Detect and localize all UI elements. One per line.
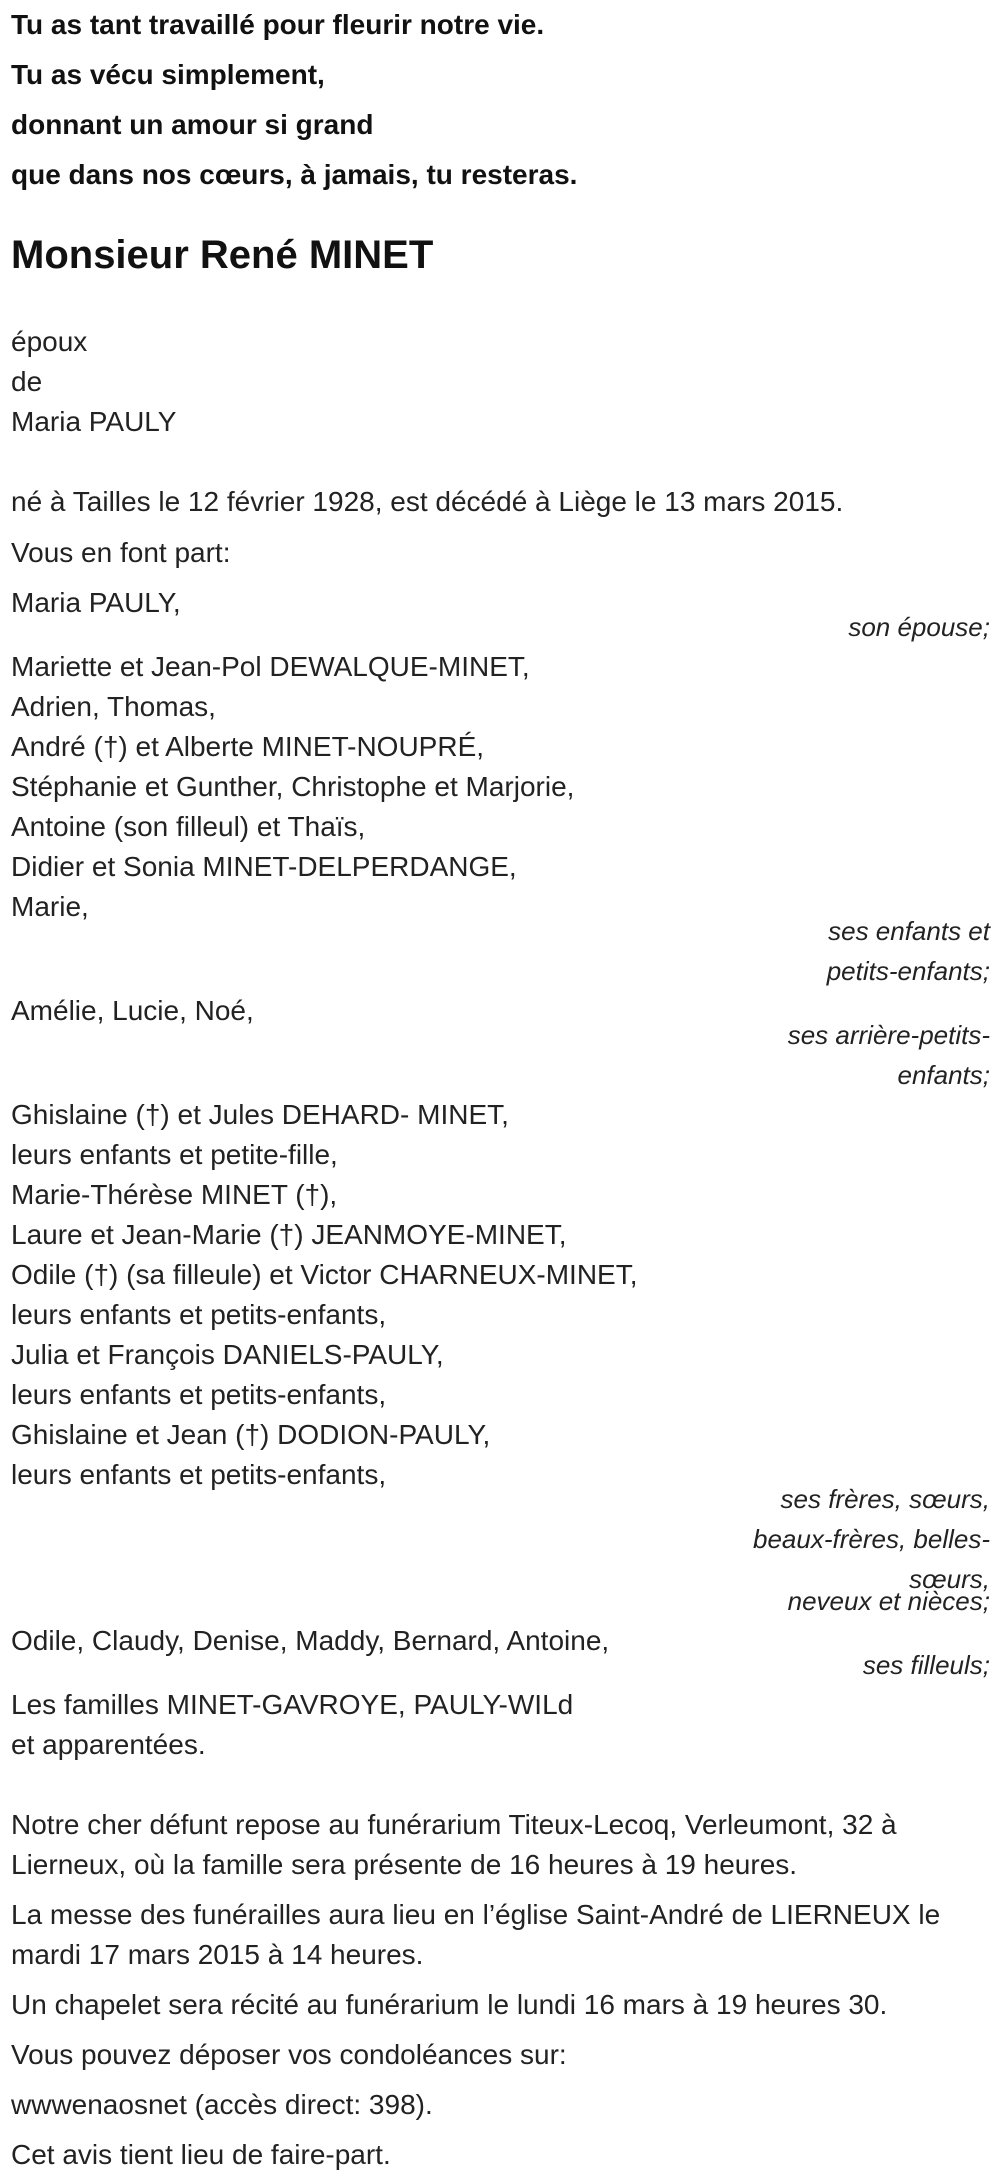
mourners-list xyxy=(11,583,990,1765)
mourner-line: Mariette et Jean-Pol DEWALQUE-MINET, xyxy=(11,651,530,682)
deceased-name-title: Monsieur René MINET xyxy=(11,233,434,277)
mourner-line: Antoine (son filleul) et Thaïs, xyxy=(11,811,366,842)
mourner-line: et apparentées. xyxy=(11,1729,206,1760)
info-line: Lierneux, où la famille sera présente de 16 heures à 19 heures. xyxy=(11,1849,798,1880)
relation-line: neveux et nièces; xyxy=(787,1586,990,1616)
relation-label xyxy=(11,1479,990,1621)
relation-line: petits-enfants; xyxy=(826,956,990,986)
mourner-line: Marie, xyxy=(11,891,89,922)
mourners-group-godchildren xyxy=(11,1621,990,1685)
mourners-group-siblings xyxy=(11,1095,990,1621)
funeral-info-paragraph xyxy=(11,2135,990,2175)
funeral-info-paragraph xyxy=(11,1985,990,2025)
info-line: Cet avis tient lieu de faire-part. xyxy=(11,2139,391,2170)
mourner-line: Didier et Sonia MINET-DELPERDANGE, xyxy=(11,851,517,882)
mourner-line: Adrien, Thomas, xyxy=(11,691,216,722)
mourner-line: Maria PAULY, xyxy=(11,587,181,618)
mourner-line: leurs enfants et petits-enfants, xyxy=(11,1459,387,1490)
info-line: Un chapelet sera récité au funérarium le lundi 16 mars à 19 heures 30. xyxy=(11,1989,888,2020)
birth-death-line: né à Tailles le 12 février 1928, est décédé à Liège le 13 mars 2015. xyxy=(11,486,844,517)
mourner-line: Les familles MINET-GAVROYE, PAULY-WILd xyxy=(11,1689,574,1720)
mourner-line: Amélie, Lucie, Noé, xyxy=(11,995,254,1026)
relation-line: sœurs, xyxy=(909,1564,990,1594)
info-line: Vous pouvez déposer vos condoléances sur: xyxy=(11,2039,567,2070)
mourner-line: Laure et Jean-Marie (†) JEANMOYE-MINET, xyxy=(11,1219,567,1250)
poem-line: donnant un amour si grand xyxy=(11,109,374,140)
mourner-line: leurs enfants et petits-enfants, xyxy=(11,1299,387,1330)
spouse-block xyxy=(11,322,990,442)
mourners-group-children xyxy=(11,647,990,991)
relation-line: son épouse; xyxy=(848,612,990,642)
relation-line: ses arrière-petits- xyxy=(787,1020,990,1050)
relation-line: beaux-frères, belles- xyxy=(753,1524,990,1554)
mourner-line: Marie-Thérèse MINET (†), xyxy=(11,1179,338,1210)
mourners-group-great-grandchildren xyxy=(11,991,990,1095)
funeral-info-paragraph xyxy=(11,2035,990,2075)
mourner-line: leurs enfants et petits-enfants, xyxy=(11,1379,387,1410)
mourner-line: Ghislaine (†) et Jules DEHARD- MINET, xyxy=(11,1099,509,1130)
info-line: La messe des funérailles aura lieu en l’église Saint-André de LIERNEUX le xyxy=(11,1899,941,1930)
spouse-line: de xyxy=(11,366,43,397)
poem-line: que dans nos cœurs, à jamais, tu resteras. xyxy=(11,159,578,190)
announcement-intro: Vous en font part: xyxy=(11,537,231,568)
memorial-poem xyxy=(11,0,990,200)
info-line: mardi 17 mars 2015 à 14 heures. xyxy=(11,1939,424,1970)
condolences-website xyxy=(11,2085,990,2125)
mourner-line: Julia et François DANIELS-PAULY, xyxy=(11,1339,444,1370)
info-line: wwwenaosnet (accès direct: 398). xyxy=(11,2089,433,2120)
poem-line: Tu as vécu simplement, xyxy=(11,59,325,90)
mourner-line: André (†) et Alberte MINET-NOUPRÉ, xyxy=(11,731,485,762)
relation-line: enfants; xyxy=(897,1060,990,1090)
mourner-line: Odile, Claudy, Denise, Maddy, Bernard, Antoine, xyxy=(11,1625,610,1656)
relation-line: ses enfants et xyxy=(828,916,990,946)
spouse-line: Maria PAULY xyxy=(11,406,177,437)
relation-line: ses filleuls; xyxy=(862,1650,990,1680)
mourners-group-spouse xyxy=(11,583,990,647)
mourner-line: leurs enfants et petite-fille, xyxy=(11,1139,338,1170)
spouse-line: époux xyxy=(11,326,88,357)
funeral-info-paragraph xyxy=(11,1805,990,1885)
poem-line: Tu as tant travaillé pour fleurir notre vie. xyxy=(11,9,545,40)
mourners-group-families xyxy=(11,1685,990,1765)
mourner-line: Odile (†) (sa filleule) et Victor CHARNEUX-MINET, xyxy=(11,1259,638,1290)
funeral-information xyxy=(11,1805,990,2175)
relation-label xyxy=(11,911,990,991)
mourner-line: Stéphanie et Gunther, Christophe et Marjorie, xyxy=(11,771,575,802)
info-line: Notre cher défunt repose au funérarium Titeux-Lecoq, Verleumont, 32 à xyxy=(11,1809,897,1840)
funeral-info-paragraph xyxy=(11,1895,990,1975)
mourner-line: Ghislaine et Jean (†) DODION-PAULY, xyxy=(11,1419,491,1450)
relation-line: ses frères, sœurs, xyxy=(780,1484,990,1514)
